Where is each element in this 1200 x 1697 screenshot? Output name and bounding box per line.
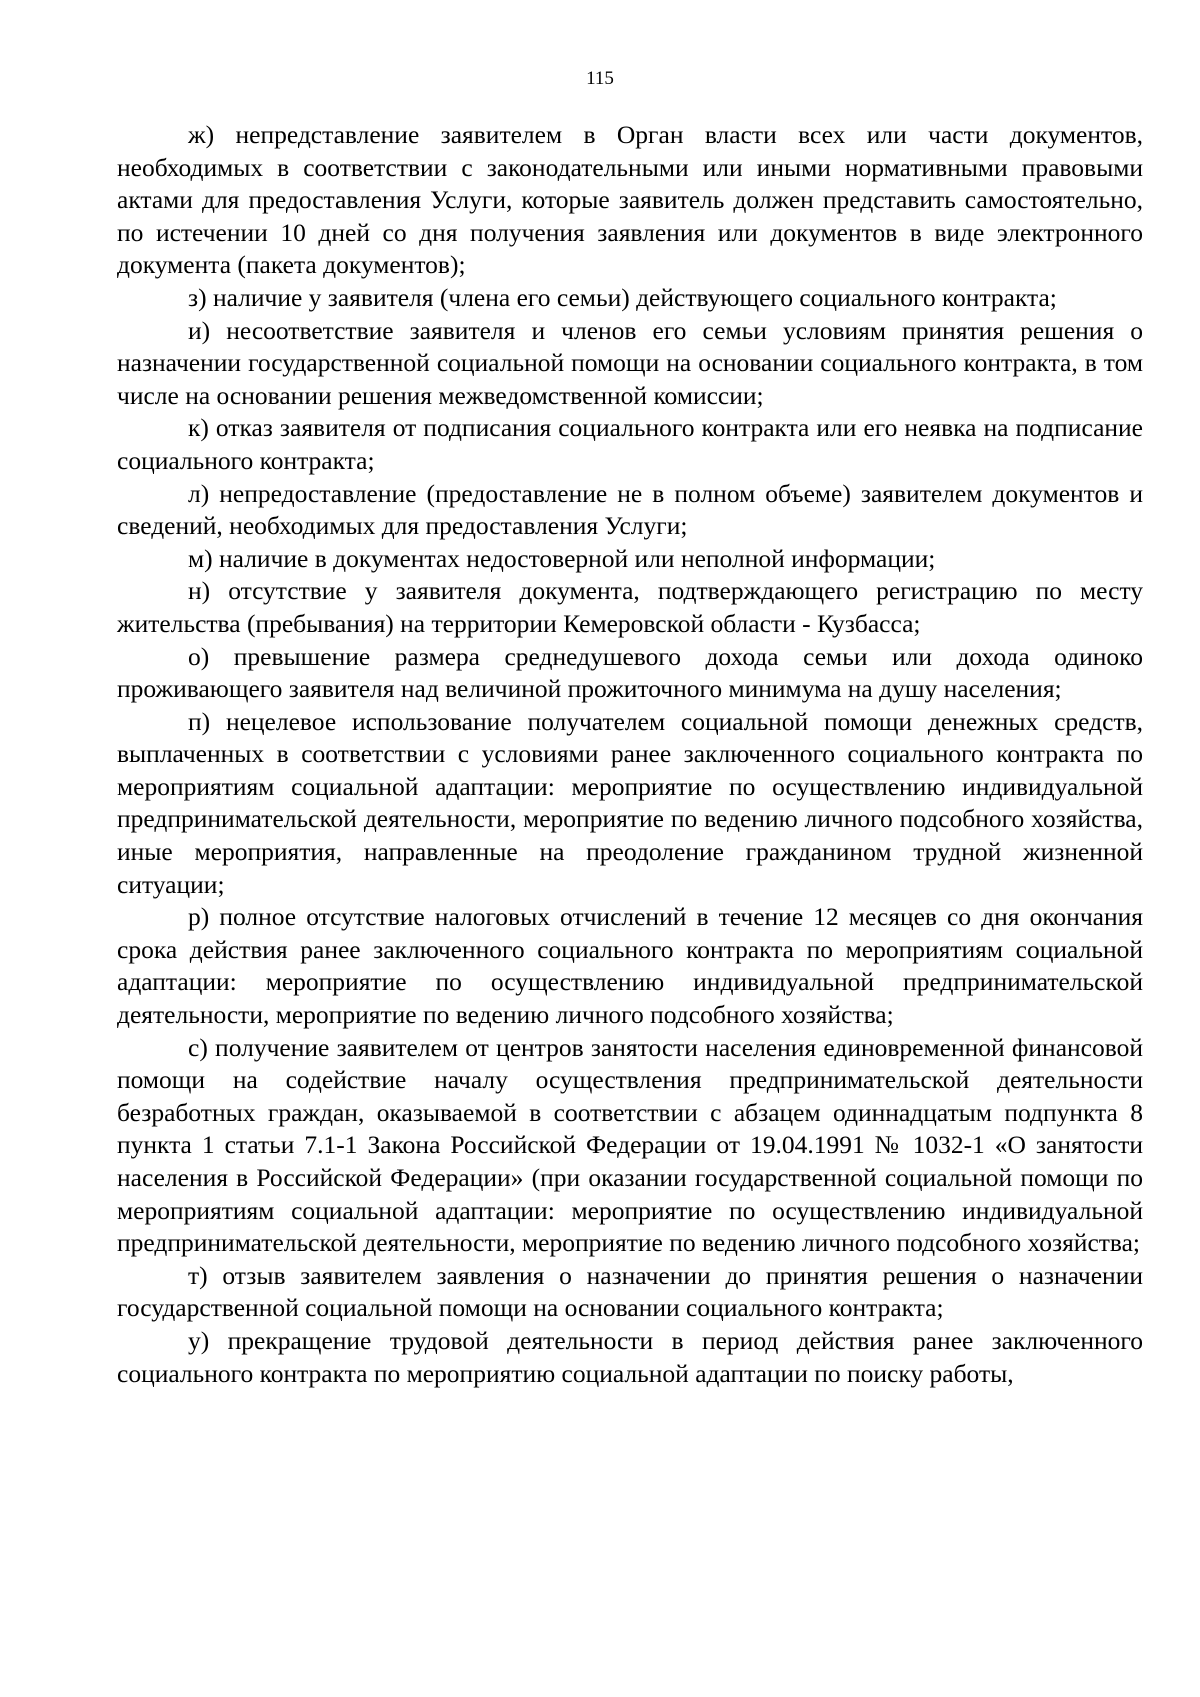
paragraph-i: и) несоответствие заявителя и членов его семьи условиям принятия решения о назначении государственной социальной помощи на основании социального контракта, в том числе на основании решения межведомственной комиссии; [117,315,1143,410]
paragraph-zh: ж) непредставление заявителем в Орган власти всех или части документов, необходимых в соответствии с законодательными или иными нормативными правовыми актами для предоставления Услуги, которые заявитель должен представить самостоятельно, по истечении 10 дней со дня получения заявления или документов в виде электронного документа (пакета документов); [117,120,1143,280]
document-body [117,119,1143,1390]
paragraph-t: т) отзыв заявителем заявления о назначении до принятия решения о назначении государственной социальной помощи на основании социального контракта; [117,1260,1143,1323]
paragraph-l: л) непредоставление (предоставление не в полном объеме) заявителем документов и сведений, необходимых для предоставления Услуги; [117,478,1143,541]
paragraph-u: у) прекращение трудовой деятельности в период действия ранее заключенного социального контракта по мероприятию социальной адаптации по поиску работы, [117,1325,1143,1388]
paragraph-p: п) нецелевое использование получателем социальной помощи денежных средств, выплаченных в соответствии с условиями ранее заключенного социального контракта по мероприятиям социальной адаптации: мероприятие по осуществлению индивидуальной предпринимательской деятельности, мероприятие по ведению личного подсобного хозяйства, иные мероприятия, направленные на преодоление гражданином трудной жизненной ситуации; [117,706,1143,899]
page-number: 115 [586,68,614,89]
paragraph-k: к) отказ заявителя от подписания социального контракта или его неявка на подписание социального контракта; [117,413,1143,475]
paragraph-n: н) отсутствие у заявителя документа, подтверждающего регистрацию по месту жительства (пребывания) на территории Кемеровской области - Кузбасса; [117,576,1143,638]
paragraph-o: о) превышение размера среднедушевого дохода семьи или дохода одиноко проживающего заявителя над величиной прожиточного минимума на душу населения; [117,641,1143,704]
paragraph-r: р) полное отсутствие налоговых отчислений в течение 12 месяцев со дня окончания срока действия ранее заключенного социального контракта по мероприятиям социальной адаптации: мероприятие по осуществлению индивидуальной предпринимательской деятельности, мероприятие по ведению личного подсобного хозяйства; [117,902,1143,1030]
paragraph-s: с) получение заявителем от центров занятости населения единовременной финансовой помощи на содействие началу осуществления предпринимательской деятельности безработных граждан, оказываемой в соответствии с абзацем одиннадцатым подпункта 8 пункта 1 статьи 7.1-1 Закона Российской Федерации от 19.04.1991 № 1032-1 «О занятости населения в Российской Федерации» (при оказании государственной социальной помощи по мероприятиям социальной адаптации: мероприятие по осуществлению индивидуальной предпринимательской деятельности, мероприятие по ведению личного подсобного хозяйства; [117,1032,1143,1258]
paragraph-z: з) наличие у заявителя (члена его семьи) действующего социального контракта; [188,282,1057,312]
paragraph-m: м) наличие в документах недостоверной или неполной информации; [188,543,936,573]
